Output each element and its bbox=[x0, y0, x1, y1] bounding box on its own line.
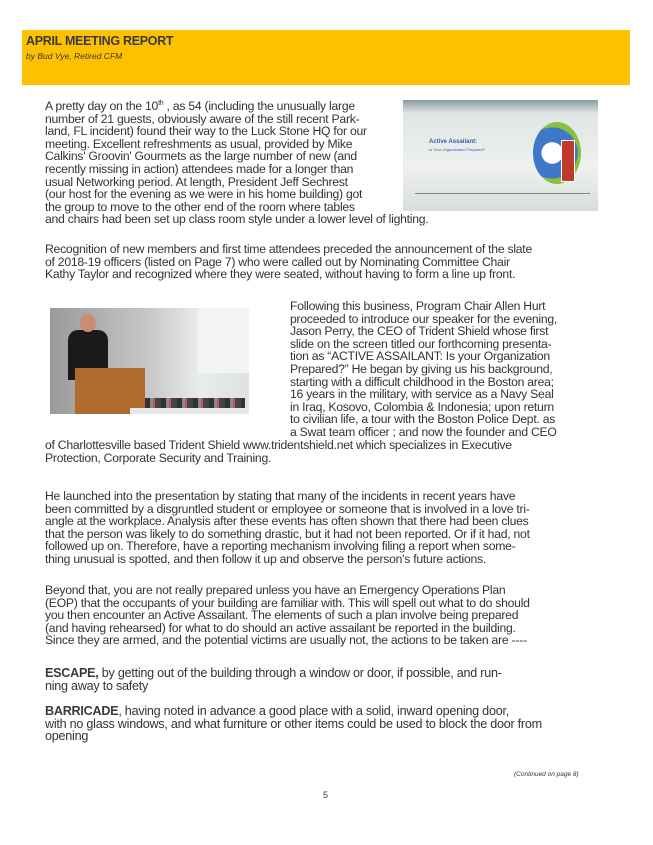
door-logo-icon bbox=[561, 140, 575, 182]
line-text: number of 21 guests, obviously aware of the still recent Park- bbox=[45, 111, 360, 126]
line-text: slide on the screen titled our forthcoming presenta- bbox=[290, 336, 552, 351]
keyword: ESCAPE, bbox=[45, 666, 99, 680]
continued-note: (Continued on page 8) bbox=[514, 771, 579, 778]
line-text: Following this business, Program Chair Allen Hurt bbox=[290, 299, 546, 313]
line-text: land, FL incident) found their way to the Luck Stone HQ for our bbox=[45, 124, 367, 139]
line-text: Prepared?” He began by giving us his background, bbox=[290, 361, 553, 376]
line-text: you then encounter an Active Assailant. The elements of such a plan involve being prepared bbox=[45, 608, 519, 623]
line-text: meeting. Excellent refreshments as usual, provided by Mike bbox=[45, 136, 353, 151]
line-text: (our host for the evening as we were in his home building) got bbox=[45, 187, 363, 202]
paragraph-recognition bbox=[45, 243, 532, 281]
text-line bbox=[45, 268, 532, 281]
projector-screen bbox=[198, 308, 249, 373]
slide-title: Active Assailant: bbox=[429, 139, 478, 145]
line-text: usual Networking period. At length, President Jeff Sechrest bbox=[45, 174, 348, 189]
line-text: proceeded to introduce our speaker for the evening, bbox=[290, 311, 558, 326]
line-text: and chairs had been set up class room style under a lower level of lighting. bbox=[45, 212, 429, 227]
text-line bbox=[290, 426, 557, 439]
line-text: with no glass windows, and what furniture or other items could be used to block the door from bbox=[45, 716, 542, 731]
text-line bbox=[45, 680, 502, 693]
slide-divider bbox=[415, 193, 590, 194]
slide-subtitle: Is Your Organization Prepared? bbox=[429, 147, 485, 152]
line-text: starting with a difficult childhood in the Boston area; bbox=[290, 374, 554, 389]
paragraph-speaker bbox=[290, 300, 557, 439]
line-text: opening bbox=[45, 729, 89, 744]
line-text: Calkins' Groovin' Gourmets as the large number of new (and bbox=[45, 149, 357, 164]
text-line: A pretty day on the 10th , as 54 (including the unusually large bbox=[45, 99, 355, 114]
line-text: thing unusual is spotted, and then follow it up and observe the person's future actions. bbox=[45, 551, 487, 566]
speaker-head bbox=[80, 314, 96, 332]
line-text: in Iraq, Kosovo, Colombia & Indonesia; upon return bbox=[290, 399, 554, 414]
paragraph-speaker-cont bbox=[45, 439, 512, 464]
line-text: been committed by a disgruntled student or employee or someone that is involved in a love tri- bbox=[45, 501, 530, 516]
ordinal-suffix: th bbox=[158, 100, 164, 107]
display-table bbox=[130, 408, 249, 414]
text-line bbox=[45, 452, 512, 465]
line-text: that the person was likely to do something drastic, but it had not been reported. Or if it had, not bbox=[45, 526, 530, 541]
line-text: of 2018-19 officers (listed on Page 7) who were called out by Nominating Committee Chair bbox=[45, 254, 510, 269]
line-text: Since they are armed, and the potential victims are usually not, the actions to be taken are ---- bbox=[45, 633, 527, 648]
text-line bbox=[45, 634, 530, 647]
line-text: recently missing in action) attendees made for a longer than bbox=[45, 162, 354, 177]
line-text: (EOP) that the occupants of your building are familiar with. This will spell out what to do should bbox=[45, 595, 530, 610]
paragraph-intro bbox=[45, 98, 428, 226]
line-text: of Charlottesville based Trident Shield www.tridentshield.net which specializes in Executive bbox=[45, 438, 512, 452]
speaker-photo bbox=[50, 308, 249, 414]
article-byline: by Bud Vye, Retired CFM bbox=[26, 51, 123, 61]
line-text: ning away to safety bbox=[45, 678, 149, 693]
equipment-display bbox=[145, 398, 245, 408]
line-text: Beyond that, you are not really prepared unless you have an Emergency Operations Plan bbox=[45, 583, 506, 597]
paragraph-presentation bbox=[45, 490, 530, 566]
presentation-slide-photo bbox=[403, 100, 598, 211]
page-number: 5 bbox=[323, 790, 329, 800]
paragraph-barricade bbox=[45, 705, 542, 743]
line-text: the group to move to the other end of the room where tables bbox=[45, 199, 355, 214]
text-line bbox=[45, 718, 542, 731]
line-text: angle at the workplace. Analysis after these events has often shown that there had been clues bbox=[45, 514, 529, 529]
line-text: a Swat team officer ; and now the founder and CEO bbox=[290, 424, 557, 439]
line-text: tion as “ACTIVE ASSAILANT: Is your Organization bbox=[290, 349, 550, 364]
line-text: Kathy Taylor and recognized where they were seated, without having to form a line up front. bbox=[45, 267, 516, 282]
line-text: , having noted in advance a good place with a solid, inward opening door, bbox=[118, 704, 509, 718]
article-header bbox=[22, 30, 630, 85]
paragraph-escape bbox=[45, 667, 502, 692]
line-text: (and having rehearsed) for what to do should an active assailant be reported in the building. bbox=[45, 620, 516, 635]
line-text: Jason Perry, the CEO of Trident Shield whose first bbox=[290, 324, 549, 339]
paragraph-eop bbox=[45, 584, 530, 647]
line-text: by getting out of the building through a window or door, if possible, and run- bbox=[98, 666, 502, 680]
keyword: BARRICADE bbox=[45, 704, 119, 718]
text-line bbox=[45, 213, 428, 226]
line-text: He launched into the presentation by stating that many of the incidents in recent years have bbox=[45, 489, 516, 503]
article-title: APRIL MEETING REPORT bbox=[26, 34, 174, 48]
text-line bbox=[45, 553, 530, 566]
line-text: Protection, Corporate Security and Training. bbox=[45, 450, 272, 465]
line-text: 16 years in the military, with service as a Navy Seal bbox=[290, 387, 554, 402]
text-line bbox=[45, 730, 542, 743]
line-text: Recognition of new members and first time attendees preceded the announcement of the slate bbox=[45, 242, 532, 256]
line-text: followed up on. Therefore, have a reporting mechanism involving filing a report when some- bbox=[45, 539, 516, 554]
line-text: to civilian life, a tour with the Boston Police Dept. as bbox=[290, 412, 556, 427]
